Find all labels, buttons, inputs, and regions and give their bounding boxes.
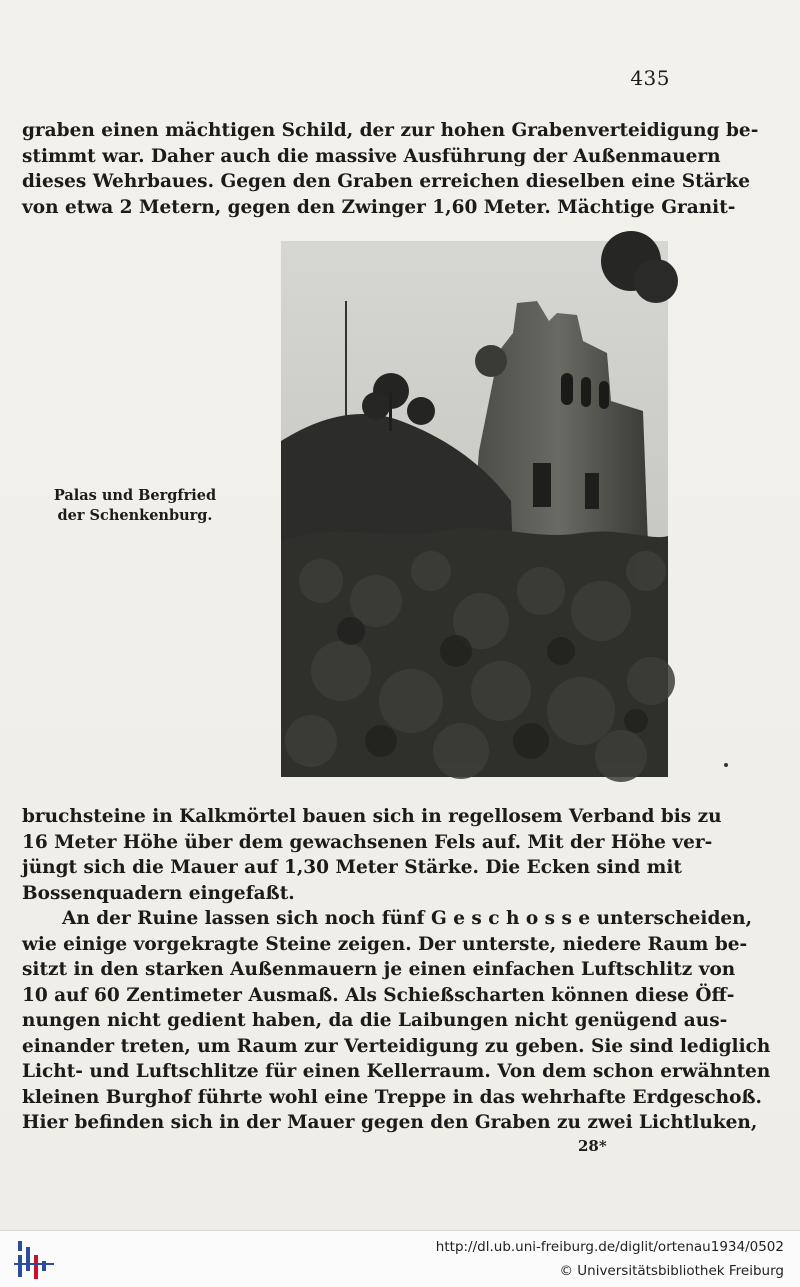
- copyright-notice: © Universitätsbibliothek Freiburg: [559, 1263, 784, 1279]
- scan-speck: [724, 763, 728, 767]
- page-number: 435: [630, 66, 670, 90]
- text-line: wie einige vorgekragte Steine zeigen. Der unterste, niedere Raum be-: [22, 933, 748, 955]
- text-line: An der Ruine lassen sich noch fünf G e s c h o s s e unterscheiden,: [62, 908, 753, 929]
- text-line: Licht- und Luftschlitze für einen Kellerraum. Von dem schon erwähnten: [22, 1061, 771, 1082]
- caption-line: der Schenkenburg.: [57, 507, 213, 524]
- text-line: graben einen mächtigen Schild, der zur hohen Grabenverteidigung be-: [22, 120, 759, 141]
- text-line: Bossenquadern eingefaßt.: [22, 882, 295, 904]
- text-line: 10 auf 60 Zentimeter Ausmaß. Als Schießscharten können diese Öff-: [22, 984, 735, 1006]
- text-line: dieses Wehrbaues. Gegen den Graben erreichen dieselben eine Stärke: [22, 171, 751, 192]
- text-line: von etwa 2 Metern, gegen den Zwinger 1,60 Meter. Mächtige Granit-: [22, 196, 736, 218]
- permalink-url[interactable]: http://dl.ub.uni-freiburg.de/diglit/ortenau1934/0502: [435, 1239, 784, 1255]
- text-line: stimmt war. Daher auch die massive Ausführung der Außenmauern: [22, 145, 721, 167]
- bottom-paragraph: [22, 804, 771, 1136]
- castle-ruin-illustration: [281, 241, 668, 777]
- top-paragraph: [22, 118, 759, 220]
- signature-mark: 28*: [578, 1137, 607, 1155]
- figure-caption: [50, 486, 220, 526]
- text-line: sitzt in den starken Außenmauern je einen einfachen Luftschlitz von: [22, 959, 736, 980]
- text-line: kleinen Burghof führte wohl eine Treppe in das wehrhafte Erdgeschoß.: [22, 1086, 762, 1108]
- viewer-footer: [0, 1230, 800, 1287]
- text-line: bruchsteine in Kalkmörtel bauen sich in regellosem Verband bis zu: [22, 806, 722, 827]
- text-line: 16 Meter Höhe über dem gewachsenen Fels auf. Mit der Höhe ver-: [22, 831, 713, 853]
- text-line: jüngt sich die Mauer auf 1,30 Meter Stärke. Die Ecken sind mit: [22, 857, 682, 878]
- caption-line: Palas und Bergfried: [53, 487, 217, 504]
- text-line: Hier befinden sich in der Mauer gegen den Graben zu zwei Lichtluken,: [22, 1112, 758, 1133]
- text-line: nungen nicht gedient haben, da die Laibungen nicht genügend aus-: [22, 1010, 728, 1031]
- text-line: einander treten, um Raum zur Verteidigung zu geben. Sie sind lediglich: [22, 1035, 771, 1057]
- ub-freiburg-logo-icon[interactable]: [14, 1237, 54, 1281]
- castle-ruin-photo: [281, 241, 668, 777]
